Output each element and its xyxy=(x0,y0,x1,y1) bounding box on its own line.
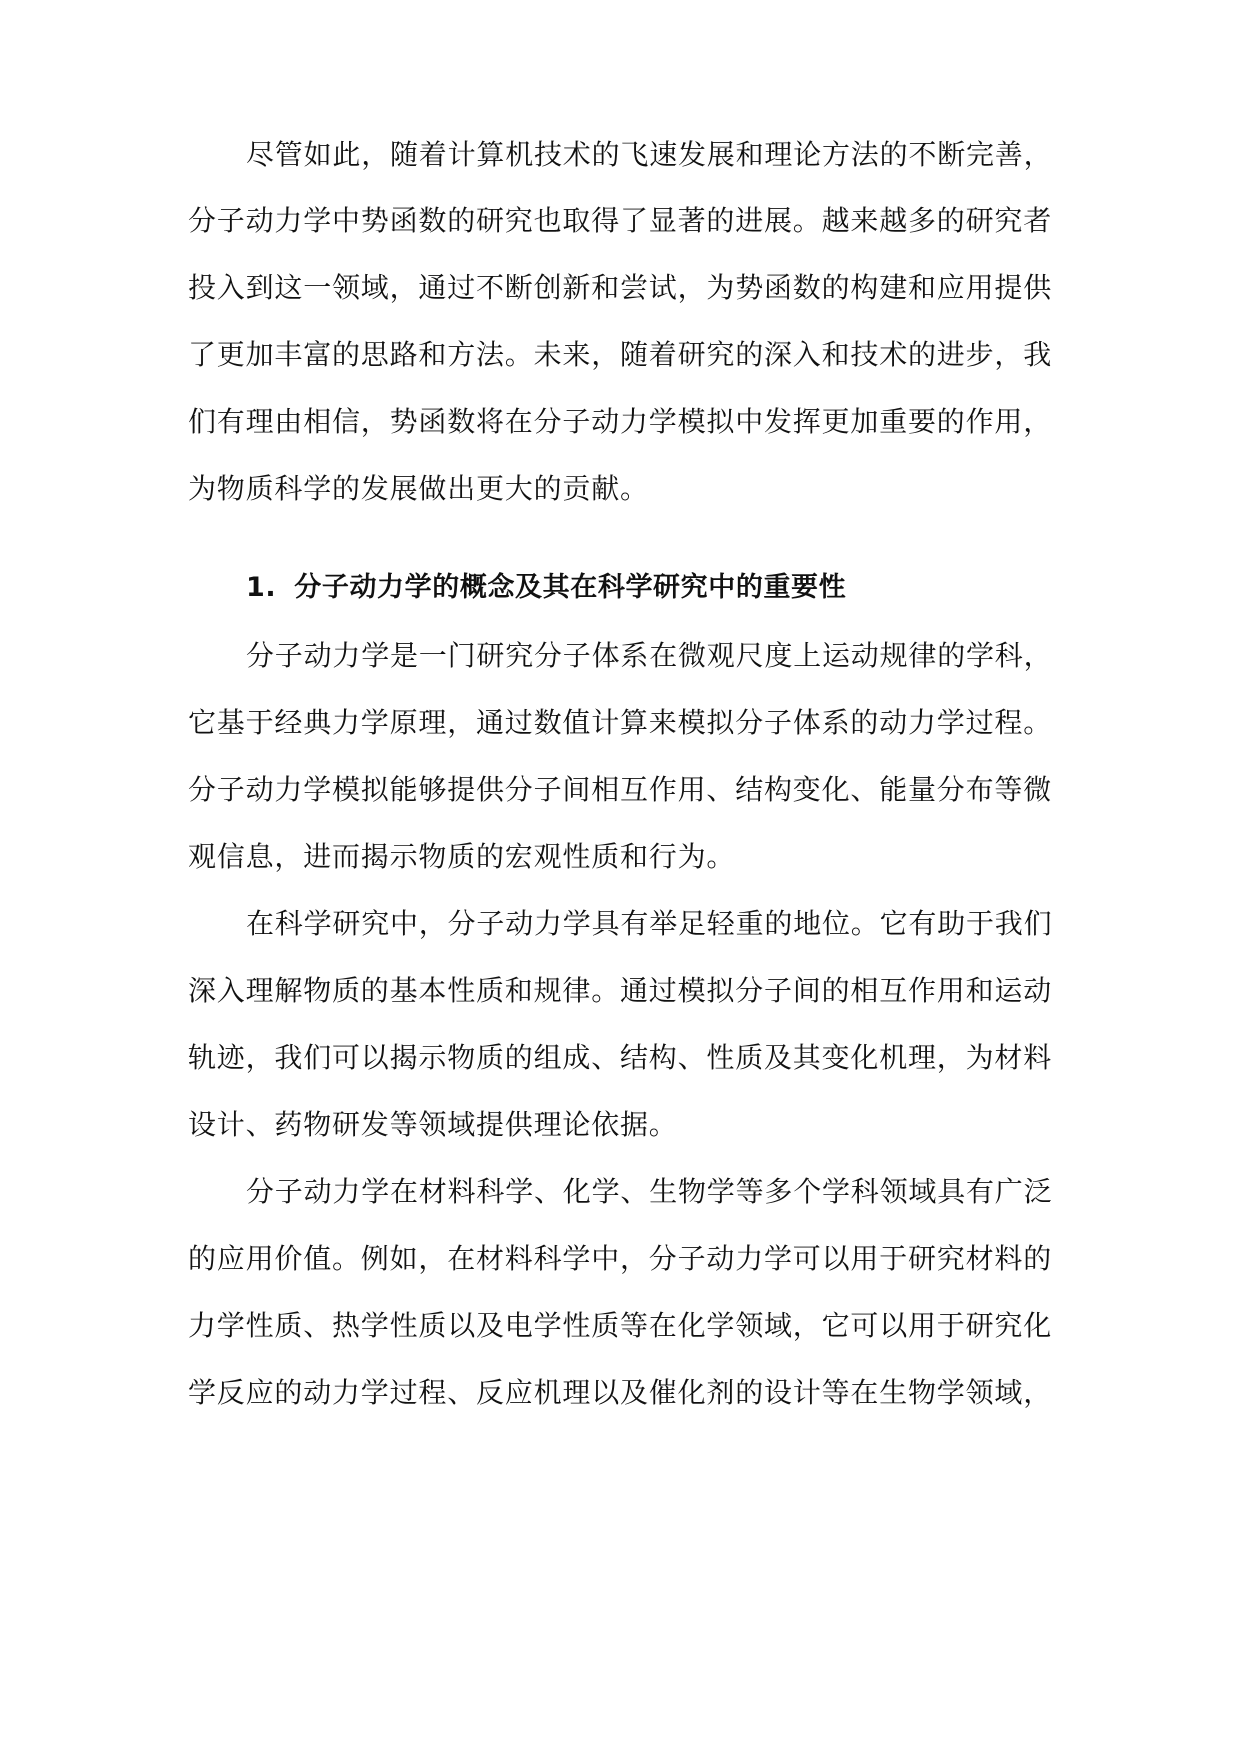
section-heading xyxy=(246,570,846,606)
paragraph-line: 学反应的动力学过程、反应机理以及催化剂的设计等在生物学领域， xyxy=(188,1376,1053,1409)
paragraph-line: 分子动力学在材料科学、化学、生物学等多个学科领域具有广泛 xyxy=(246,1175,1053,1208)
paragraph-line: 为物质科学的发展做出更大的贡献。 xyxy=(188,472,649,505)
paragraph-line: 设计、药物研发等领域提供理论依据。 xyxy=(188,1108,678,1141)
paragraph-line: 深入理解物质的基本性质和规律。通过模拟分子间的相互作用和运动 xyxy=(188,974,1053,1007)
paragraph-line: 的应用价值。例如，在材料科学中，分子动力学可以用于研究材料的 xyxy=(188,1242,1053,1275)
paragraph-line: 分子动力学中势函数的研究也取得了显著的进展。越来越多的研究者 xyxy=(188,204,1053,237)
paragraph-line: 投入到这一领域，通过不断创新和尝试，为势函数的构建和应用提供 xyxy=(188,271,1053,304)
paragraph-line: 轨迹，我们可以揭示物质的组成、结构、性质及其变化机理，为材料 xyxy=(188,1041,1053,1074)
paragraph-line: 们有理由相信，势函数将在分子动力学模拟中发挥更加重要的作用， xyxy=(188,405,1053,438)
section-title: 分子动力学的概念及其在科学研究中的重要性 xyxy=(294,572,847,603)
section-number: 1. xyxy=(246,572,277,603)
paragraph-line: 尽管如此，随着计算机技术的飞速发展和理论方法的不断完善， xyxy=(246,138,1053,171)
paragraph-line: 分子动力学模拟能够提供分子间相互作用、结构变化、能量分布等微 xyxy=(188,773,1053,806)
paragraph-line: 力学性质、热学性质以及电学性质等在化学领域，它可以用于研究化 xyxy=(188,1309,1053,1342)
paragraph-line: 它基于经典力学原理，通过数值计算来模拟分子体系的动力学过程。 xyxy=(188,706,1053,739)
paragraph-line: 了更加丰富的思路和方法。未来，随着研究的深入和技术的进步，我 xyxy=(188,338,1053,371)
paragraph-line: 分子动力学是一门研究分子体系在微观尺度上运动规律的学科， xyxy=(246,639,1053,672)
paragraph-line: 在科学研究中，分子动力学具有举足轻重的地位。它有助于我们 xyxy=(246,907,1053,940)
paragraph-line: 观信息，进而揭示物质的宏观性质和行为。 xyxy=(188,840,736,873)
